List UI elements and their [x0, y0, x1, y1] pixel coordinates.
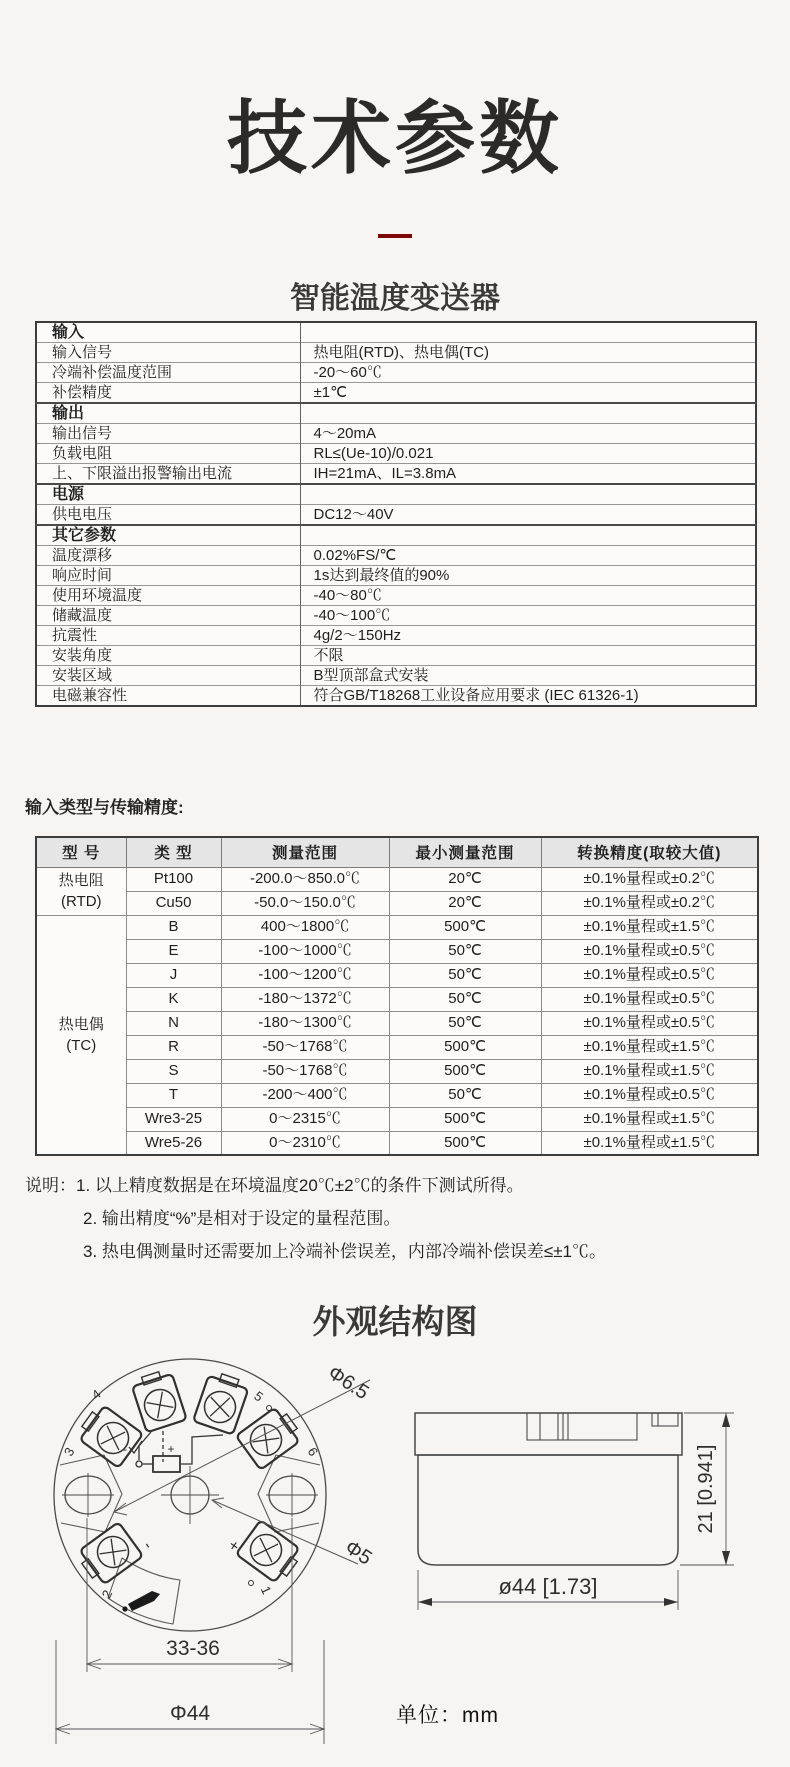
accuracy-table [35, 836, 759, 1156]
accuracy-cell: ±0.1%量程或±1.5℃ [541, 1035, 758, 1059]
dim-diameter-label: ø44 [1.73] [498, 1574, 598, 1599]
spec-label: 抗震性 [36, 626, 300, 646]
accuracy-cell: Wre3-25 [126, 1107, 221, 1131]
terminal-label-6: 6 [304, 1444, 322, 1459]
accuracy-cell: 50℃ [389, 987, 541, 1011]
accuracy-cell: ±0.1%量程或±0.2℃ [541, 867, 758, 891]
accuracy-row [36, 891, 758, 915]
spec-row [36, 586, 756, 606]
accuracy-cell: ±0.1%量程或±0.5℃ [541, 939, 758, 963]
spec-label: 冷端补偿温度范围 [36, 363, 300, 383]
spec-row [36, 464, 756, 485]
accuracy-row [36, 987, 758, 1011]
spec-value: 热电阻(RTD)、热电偶(TC) [300, 343, 756, 363]
accuracy-cell: Cu50 [126, 891, 221, 915]
accuracy-cell: B [126, 915, 221, 939]
dim-diameter-arrow-right [664, 1598, 678, 1606]
spec-row [36, 606, 756, 626]
lid-connector-notch [527, 1413, 637, 1440]
housing-body [418, 1455, 678, 1565]
accuracy-cell: 400～1800℃ [221, 915, 389, 939]
unit-note: 单位：mm [396, 1704, 499, 1727]
accuracy-cell: ±0.1%量程或±0.5℃ [541, 963, 758, 987]
accuracy-cell: ±0.1%量程或±0.5℃ [541, 1083, 758, 1107]
accuracy-cell: -180～1300℃ [221, 1011, 389, 1035]
spec-label: 响应时间 [36, 566, 300, 586]
dim-height-arrow-bottom [722, 1551, 730, 1565]
top-view-drawing [26, 1352, 398, 1764]
accuracy-cell: N [126, 1011, 221, 1035]
accuracy-cell: ±0.1%量程或±0.5℃ [541, 987, 758, 1011]
notes-block [25, 1169, 606, 1268]
accuracy-cell: 20℃ [389, 867, 541, 891]
terminal-2 [75, 1522, 143, 1588]
spec-value: 不限 [300, 646, 756, 666]
accuracy-model-cell: 热电偶 (TC) [36, 915, 126, 1155]
spec-row [36, 343, 756, 363]
spec-row [36, 546, 756, 566]
spec-label: 负载电阻 [36, 444, 300, 464]
accuracy-cell: 0～2310℃ [221, 1131, 389, 1155]
spec-row [36, 363, 756, 383]
note-line-3: 3. 热电偶测量时还需要加上冷端补偿误差，内部冷端补偿误差≤±1℃。 [83, 1242, 607, 1261]
dim-phi6-5-label: Φ6.5 [323, 1361, 373, 1405]
accuracy-cell: 50℃ [389, 1083, 541, 1107]
spec-value [300, 525, 756, 546]
accuracy-cell: 500℃ [389, 1035, 541, 1059]
accuracy-cell: 50℃ [389, 1011, 541, 1035]
terminal-label-5: 5 [251, 1388, 266, 1405]
accuracy-cell: E [126, 939, 221, 963]
spec-label: 输出 [36, 403, 300, 424]
accuracy-cell: 500℃ [389, 1107, 541, 1131]
accuracy-cell: -180～1372℃ [221, 987, 389, 1011]
left-cutout [60, 1455, 122, 1532]
spec-section-row [36, 525, 756, 546]
dim-diameter-arrow-left [418, 1598, 432, 1606]
terminal-label-2: 2 [98, 1587, 116, 1601]
accuracy-row [36, 939, 758, 963]
accuracy-cell: Pt100 [126, 867, 221, 891]
terminal-4 [130, 1368, 187, 1432]
spec-label: 输出信号 [36, 424, 300, 444]
note-line-1: 说明：1. 以上精度数据是在环境温度20℃±2℃的条件下测试所得。 [25, 1176, 524, 1195]
accuracy-cell: S [126, 1059, 221, 1083]
spec-row [36, 646, 756, 666]
accuracy-cell: 50℃ [389, 939, 541, 963]
accuracy-cell: R [126, 1035, 221, 1059]
accuracy-cell: ±0.1%量程或±1.5℃ [541, 1059, 758, 1083]
dim-height-arrow-top [722, 1413, 730, 1427]
spec-section-row [36, 322, 756, 343]
spec-value: -20～60℃ [300, 363, 756, 383]
spec-value: 1s达到最终值的90% [300, 566, 756, 586]
phi5-leader-line [212, 1500, 358, 1564]
spec-label: 输入 [36, 322, 300, 343]
accuracy-cell: -200.0～850.0℃ [221, 867, 389, 891]
accuracy-cell: ±0.1%量程或±0.5℃ [541, 1011, 758, 1035]
terminal-1-dot [249, 1581, 254, 1586]
accuracy-intro-label: 输入类型与传输精度: [25, 798, 184, 817]
accuracy-cell: -50～1768℃ [221, 1059, 389, 1083]
spec-label: 安装角度 [36, 646, 300, 666]
dim-phi5-label: Φ5 [340, 1536, 376, 1570]
accuracy-cell: 500℃ [389, 1059, 541, 1083]
spec-value: 4～20mA [300, 424, 756, 444]
spec-row [36, 505, 756, 526]
housing-lid [415, 1413, 682, 1455]
accuracy-cell: 500℃ [389, 915, 541, 939]
accuracy-cell: J [126, 963, 221, 987]
spec-section-row [36, 403, 756, 424]
accuracy-row [36, 1059, 758, 1083]
spec-row [36, 383, 756, 404]
spec-value: 符合GB/T18268工业设备应用要求 (IEC 61326-1) [300, 686, 756, 707]
terminal-5-dot [267, 1406, 272, 1411]
schematic-plus-label: + [167, 1442, 175, 1456]
spec-label: 安装区域 [36, 666, 300, 686]
terminal-label-4: 4 [88, 1386, 104, 1403]
spec-table-body [36, 322, 756, 706]
note-line-2: 2. 输出精度“%”是相对于设定的量程范围。 [83, 1209, 401, 1228]
accuracy-cell: -50～1768℃ [221, 1035, 389, 1059]
spec-section-row [36, 484, 756, 505]
accuracy-cell: T [126, 1083, 221, 1107]
spec-value: -40～100℃ [300, 606, 756, 626]
accuracy-cell: ±0.1%量程或±1.5℃ [541, 1107, 758, 1131]
spec-label: 使用环境温度 [36, 586, 300, 606]
phi65-leader-line [114, 1380, 370, 1512]
polarity-plus-label: + [224, 1536, 243, 1556]
accuracy-row [36, 1131, 758, 1155]
terminal-1 [236, 1520, 304, 1586]
spec-value: -40～80℃ [300, 586, 756, 606]
accuracy-cell: K [126, 987, 221, 1011]
terminal-label-1: 1 [257, 1583, 275, 1597]
spec-label: 温度漂移 [36, 546, 300, 566]
spec-label: 电源 [36, 484, 300, 505]
accuracy-row [36, 1083, 758, 1107]
accuracy-cell: -100～1000℃ [221, 939, 389, 963]
accuracy-cell: ±0.1%量程或±1.5℃ [541, 1131, 758, 1155]
spec-value [300, 403, 756, 424]
spec-label: 补偿精度 [36, 383, 300, 404]
accuracy-header-cell: 类 型 [126, 837, 221, 867]
spec-row [36, 566, 756, 586]
right-cutout [258, 1455, 320, 1532]
spec-label: 输入信号 [36, 343, 300, 363]
spec-label: 电磁兼容性 [36, 686, 300, 707]
spec-label: 储藏温度 [36, 606, 300, 626]
accuracy-row [36, 1107, 758, 1131]
spec-value: IH=21mA、IL=3.8mA [300, 464, 756, 485]
title-accent-dash [378, 234, 412, 238]
accuracy-row [36, 1035, 758, 1059]
spec-value: 0.02%FS/℃ [300, 546, 756, 566]
spec-value: 4g/2～150Hz [300, 626, 756, 646]
center-hole [161, 1466, 219, 1524]
terminal-3 [75, 1402, 143, 1468]
accuracy-cell: 50℃ [389, 963, 541, 987]
accuracy-table-body [36, 867, 758, 1155]
spec-value: B型顶部盒式安装 [300, 666, 756, 686]
spec-label: 上、下限溢出报警输出电流 [36, 464, 300, 485]
spec-value [300, 322, 756, 343]
dim-33-36-label: 33-36 [166, 1637, 220, 1660]
accuracy-header-cell: 型 号 [36, 837, 126, 867]
accuracy-cell: Wre5-26 [126, 1131, 221, 1155]
accuracy-cell: -50.0～150.0℃ [221, 891, 389, 915]
accuracy-row [36, 915, 758, 939]
bottom-cutout [108, 1558, 180, 1624]
accuracy-row [36, 867, 758, 891]
accuracy-cell: ±0.1%量程或±1.5℃ [541, 915, 758, 939]
spec-table [35, 321, 757, 707]
schematic-minus-label: - [123, 1442, 127, 1456]
spec-label: 其它参数 [36, 525, 300, 546]
accuracy-cell: 0～2315℃ [221, 1107, 389, 1131]
spec-row [36, 424, 756, 444]
section-heading-structure: 外观结构图 [312, 1303, 478, 1340]
accuracy-header-cell: 转换精度(取较大值) [541, 837, 758, 867]
mounting-hole-left [62, 1473, 114, 1517]
section-heading-transmitter: 智能温度变送器 [290, 282, 500, 315]
terminal-6 [236, 1404, 304, 1470]
spec-row [36, 666, 756, 686]
spec-value: DC12～40V [300, 505, 756, 526]
accuracy-cell: -200～400℃ [221, 1083, 389, 1107]
accuracy-cell: 500℃ [389, 1131, 541, 1155]
accuracy-cell: -100～1200℃ [221, 963, 389, 987]
accuracy-row [36, 1011, 758, 1035]
spec-value: RL≤(Ue-10)/0.021 [300, 444, 756, 464]
accuracy-model-cell: 热电阻 (RTD) [36, 867, 126, 915]
spec-row [36, 626, 756, 646]
lid-side-tab [652, 1413, 678, 1426]
accuracy-row [36, 963, 758, 987]
wiring-schematic [129, 1431, 223, 1472]
dim-height-label: 21 [0.941] [695, 1444, 717, 1534]
side-view-drawing [400, 1392, 760, 1662]
accuracy-header-cell: 最小测量范围 [389, 837, 541, 867]
spec-row [36, 444, 756, 464]
dim-phi44-label: Φ44 [169, 1702, 211, 1725]
spec-value [300, 484, 756, 505]
terminal-label-3: 3 [60, 1444, 78, 1459]
polarity-minus-label: - [139, 1538, 157, 1553]
no-soldering-icon [122, 1591, 160, 1612]
terminal-5 [193, 1370, 250, 1435]
spec-row [36, 686, 756, 707]
accuracy-header-row [36, 837, 758, 867]
spec-label: 供电电压 [36, 505, 300, 526]
spec-value: ±1℃ [300, 383, 756, 404]
accuracy-cell: 20℃ [389, 891, 541, 915]
accuracy-header-cell: 测量范围 [221, 837, 389, 867]
page-title: 技术参数 [227, 94, 563, 183]
mounting-hole-right [266, 1473, 318, 1517]
accuracy-cell: ±0.1%量程或±0.2℃ [541, 891, 758, 915]
